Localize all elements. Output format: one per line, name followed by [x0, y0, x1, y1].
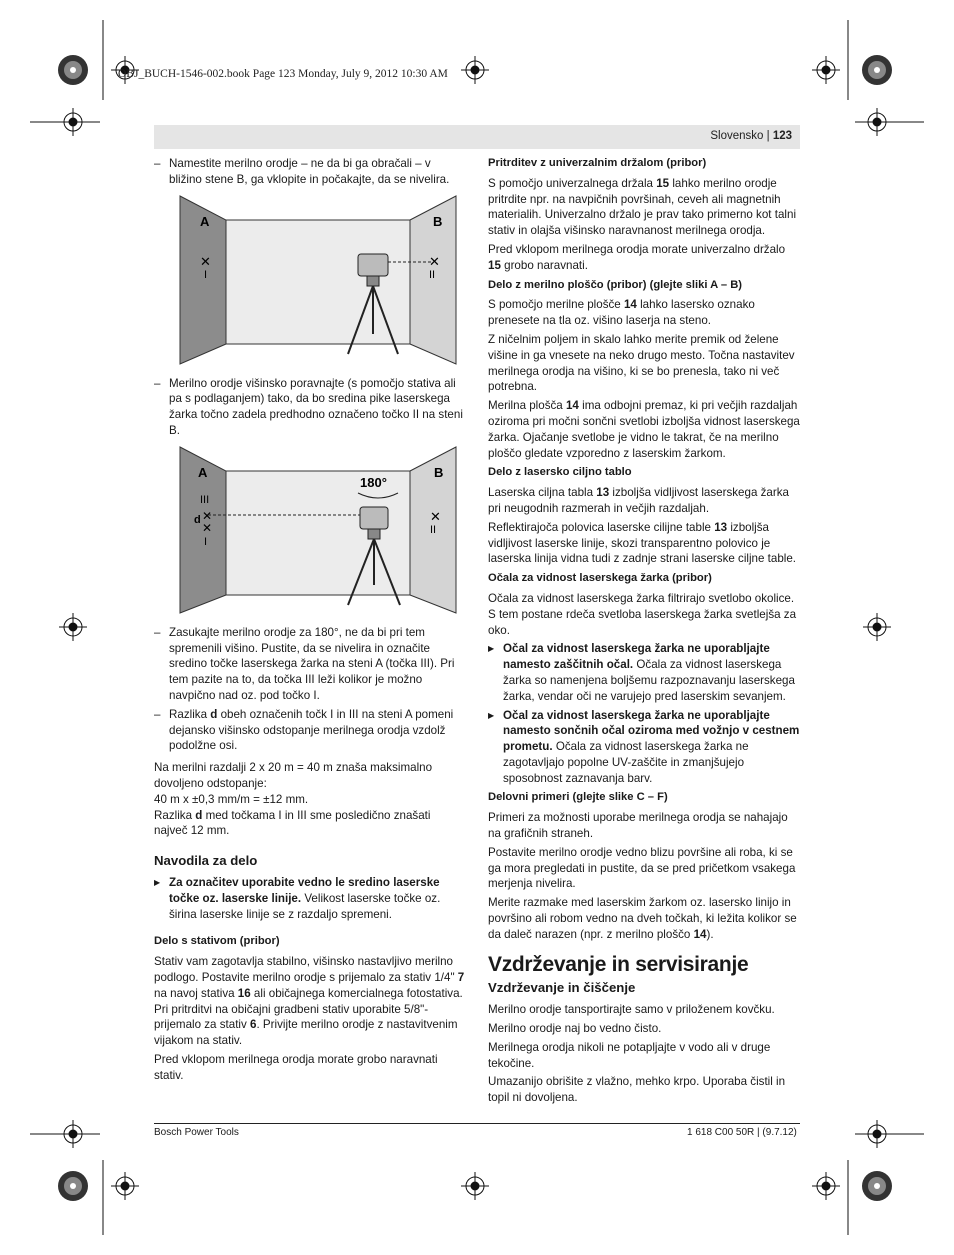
- drzalo-text-1: S pomočjo univerzalnega držala 15 lahko merilno orodje pritrdite npr. na navpičnih površinah, ceveh ali magnetnih materialih. Univerzalno držalo je prav tako primerno kot talni stativ in olajša višinsko naravnanost merilnega orodja.: [488, 176, 797, 238]
- footer-rule: [154, 1123, 800, 1124]
- heading-navodila: Navodila za delo: [154, 853, 258, 869]
- primeri-text-2: Postavite merilno orodje vedno blizu površine ali roba, ki se ga mora pregledati in pustite, da se pred pričetkom vsakega merjenja nivelira.: [488, 845, 796, 891]
- ciscenje-text-2: Merilno orodje naj bo vedno čisto.: [488, 1022, 662, 1036]
- ocala-warning-1: ▶ Očal za vidnost laserskega žarka ne uporabljajte namesto zaščitnih očal. Očala za vidnost laserskega žarka so namenjena boljšemu razpoznavanju laserskega žarka, vendar oči ne varujejo pred laserskim sevanjem.: [488, 641, 800, 704]
- step-3: – Zasukajte merilno orodje za 180°, ne da bi pri tem spremenili višino. Pustite, da se nivelira in označite sredino točke laserskega žarka na steni A (točka III). Pri tem pazite na to, da točka III leži kolikor je možno navpično nad oz. pod točko I.: [154, 625, 466, 704]
- plosca-text-1: S pomočjo merilne plošče 14 lahko lasersko oznako prenesete na tla oz. višino laserja na steno.: [488, 298, 755, 328]
- navodila-note: ▶ Za označitev uporabite vedno le sredino laserske točke oz. laserske linije. Velikost laserske točke oz. širina laserske linije se z razdaljo spremeni.: [154, 875, 466, 922]
- figure-wall-calibration-1: [178, 194, 478, 366]
- stativ-text-2: Pred vklopom merilnega orodja morate grobo naravnati stativ.: [154, 1052, 438, 1082]
- mark-cross: ✕: [430, 508, 441, 524]
- plosca-text-2: Z ničelnim poljem in skalo lahko merite premik od želene višine in ga vnesete na neko drugo mesto. Točna nastavitev merilnega orodja na višino, ki se bo prenesla, tako ni več potrebna.: [488, 332, 795, 394]
- header-language: Slovensko: [710, 130, 764, 142]
- wall-b-label: B: [433, 213, 443, 229]
- distance-d-label: d: [194, 513, 201, 526]
- step-2: – Merilno orodje višinsko poravnajte (s pomočjo stativa ali pa s podlaganjem) tako, da bo sredina pike laserskega žarka točno zadela predhodno označeno točko II na steni B.: [154, 376, 466, 439]
- tablo-text-1: Laserska ciljna tabla 13 izboljša vidljivost laserskega žarka pri neugodnih razmerah in večjih razdaljah.: [488, 486, 789, 515]
- heading-plosca: Delo z merilno ploščo (pribor) (glejte sliki A – B): [488, 278, 743, 291]
- point-iii-label: III: [200, 493, 210, 506]
- point-ii-label: II: [429, 268, 436, 281]
- mark-cross: ✕: [202, 508, 213, 523]
- ocala-warning-2: ▶ Očal za vidnost laserskega žarka ne uporabljajte namesto sončnih očal oziroma med vožnjo v cestnem prometu. Očala za vidnost laserskega žarka ne zagotavljajo popolne UV-zaščite in zmanjšujejo sposobnost zaznavanja barv.: [488, 708, 800, 787]
- left-column: [154, 156, 466, 1087]
- ciscenje-text-4: Umazanijo obrišite z vlažno, mehko krpo. Uporaba čistil in topil ni dovoljena.: [488, 1075, 786, 1105]
- print-info-line: OBJ_BUCH-1546-002.book Page 123 Monday, July 9, 2012 10:30 AM: [118, 68, 448, 80]
- footer-brand: Bosch Power Tools: [154, 1127, 239, 1138]
- point-i-label: I: [204, 535, 208, 548]
- primeri-text-1: Primeri za možnosti uporabe merilnega orodja se nahajajo na grafičnih straneh.: [488, 811, 788, 841]
- step-4: – Razlika d obeh označenih točk I in III na steni A pomeni dejansko višinsko odstopanje merilnega orodja vzdolž podolžne osi.: [154, 707, 466, 754]
- calc-text-2: 40 m x ±0,3 mm/m = ±12 mm.: [154, 792, 309, 806]
- ocala-text-1: Očala za vidnost laserskega žarka filtrirajo svetlobo okolice. S tem postane rdeča svetloba laserskega žarka svetlejša za oko.: [488, 591, 797, 637]
- figure-wall-calibration-2: [178, 445, 478, 615]
- stativ-text-1: Stativ vam zagotavlja stabilno, višinsko nastavljivo merilno podlogo. Postavite merilno orodje s prijemalo za stativ 1/4" 7 na navoj stativa 16 ali običajnega komercialnega fotostativa. Pri pritrditvi na običajni gradbeni stativ uporabite 5/8"-prijemalo za stativ 6. Privijte merilno orodje z nastavitvenim vijakom na stativ.: [154, 955, 465, 1048]
- mark-cross: ✕: [202, 520, 213, 535]
- heading-drzalo: Pritrditev z univerzalnim držalom (pribor): [488, 157, 707, 169]
- right-column: [488, 156, 800, 1109]
- heading-ocala: Očala za vidnost laserskega žarka (pribor): [488, 572, 712, 585]
- heading-stativ: Delo s stativom (pribor): [154, 935, 280, 948]
- heading-vzdrzevanje: Vzdrževanje in servisiranje: [488, 952, 749, 976]
- wall-a-label: A: [200, 213, 210, 229]
- page-number: 123: [772, 130, 792, 142]
- ciscenje-text-3: Merilnega orodja nikoli ne potapljajte v vodo ali v druge tekočine.: [488, 1040, 771, 1070]
- footer-doc-number: 1 618 C00 50R | (9.7.12): [687, 1127, 797, 1138]
- heading-tablo: Delo z lasersko ciljno tablo: [488, 466, 632, 479]
- page-header: Slovensko | 123: [154, 125, 800, 149]
- calc-text-3: Razlika d med točkama I in III sme posledično znašati največ 12 mm.: [154, 808, 431, 838]
- ciscenje-text-1: Merilno orodje tansportirajte samo v priloženem kovčku.: [488, 1003, 775, 1017]
- mark-cross: ✕: [200, 253, 211, 269]
- drzalo-text-2: Pred vklopom merilnega orodja morate univerzalno držalo 15 grobo naravnati.: [488, 242, 786, 272]
- wall-a-label: A: [198, 464, 208, 480]
- point-i-label: I: [204, 268, 208, 281]
- calc-text-1: Na merilni razdalji 2 x 20 m = 40 m znaša maksimalno dovoljeno odstopanje:: [154, 761, 433, 790]
- mark-cross: ✕: [429, 253, 440, 269]
- wall-b-label: B: [434, 464, 444, 480]
- rotation-angle: 180°: [360, 474, 387, 490]
- point-ii-label: II: [430, 523, 437, 536]
- tablo-text-2: Reflektirajoča polovica laserske cilijne table 13 izboljša vidljivost laserske linije, skozi transparentno polovico je laserska linija vidna tudi z zadnje strani laserske ciljne table.: [488, 520, 797, 566]
- heading-ciscenje: Vzdrževanje in čiščenje: [488, 980, 636, 996]
- step-1: – Namestite merilno orodje – ne da bi ga obračali – v bližino stene B, ga vklopite in počakajte, da se nivelira.: [154, 156, 466, 188]
- plosca-text-3: Merilna plošča 14 ima odbojni premaz, ki pri večjih razdaljah oziroma pri močni sončni svetlobi izboljša vidnost laserskega žarka. Ojačanje svetlobe je vidno le takrat, če na merilno ploščo gledate vzporedno z laserskim žarkom.: [488, 399, 800, 460]
- heading-primeri: Delovni primeri (glejte slike C – F): [488, 791, 668, 804]
- primeri-text-3: Merite razmake med laserskim žarkom oz. lasersko linijo in površino ali robom vedno na dveh točkah, ki ležita kolikor se da daleč narazen (npr. z merilno ploščo 14).: [488, 896, 797, 941]
